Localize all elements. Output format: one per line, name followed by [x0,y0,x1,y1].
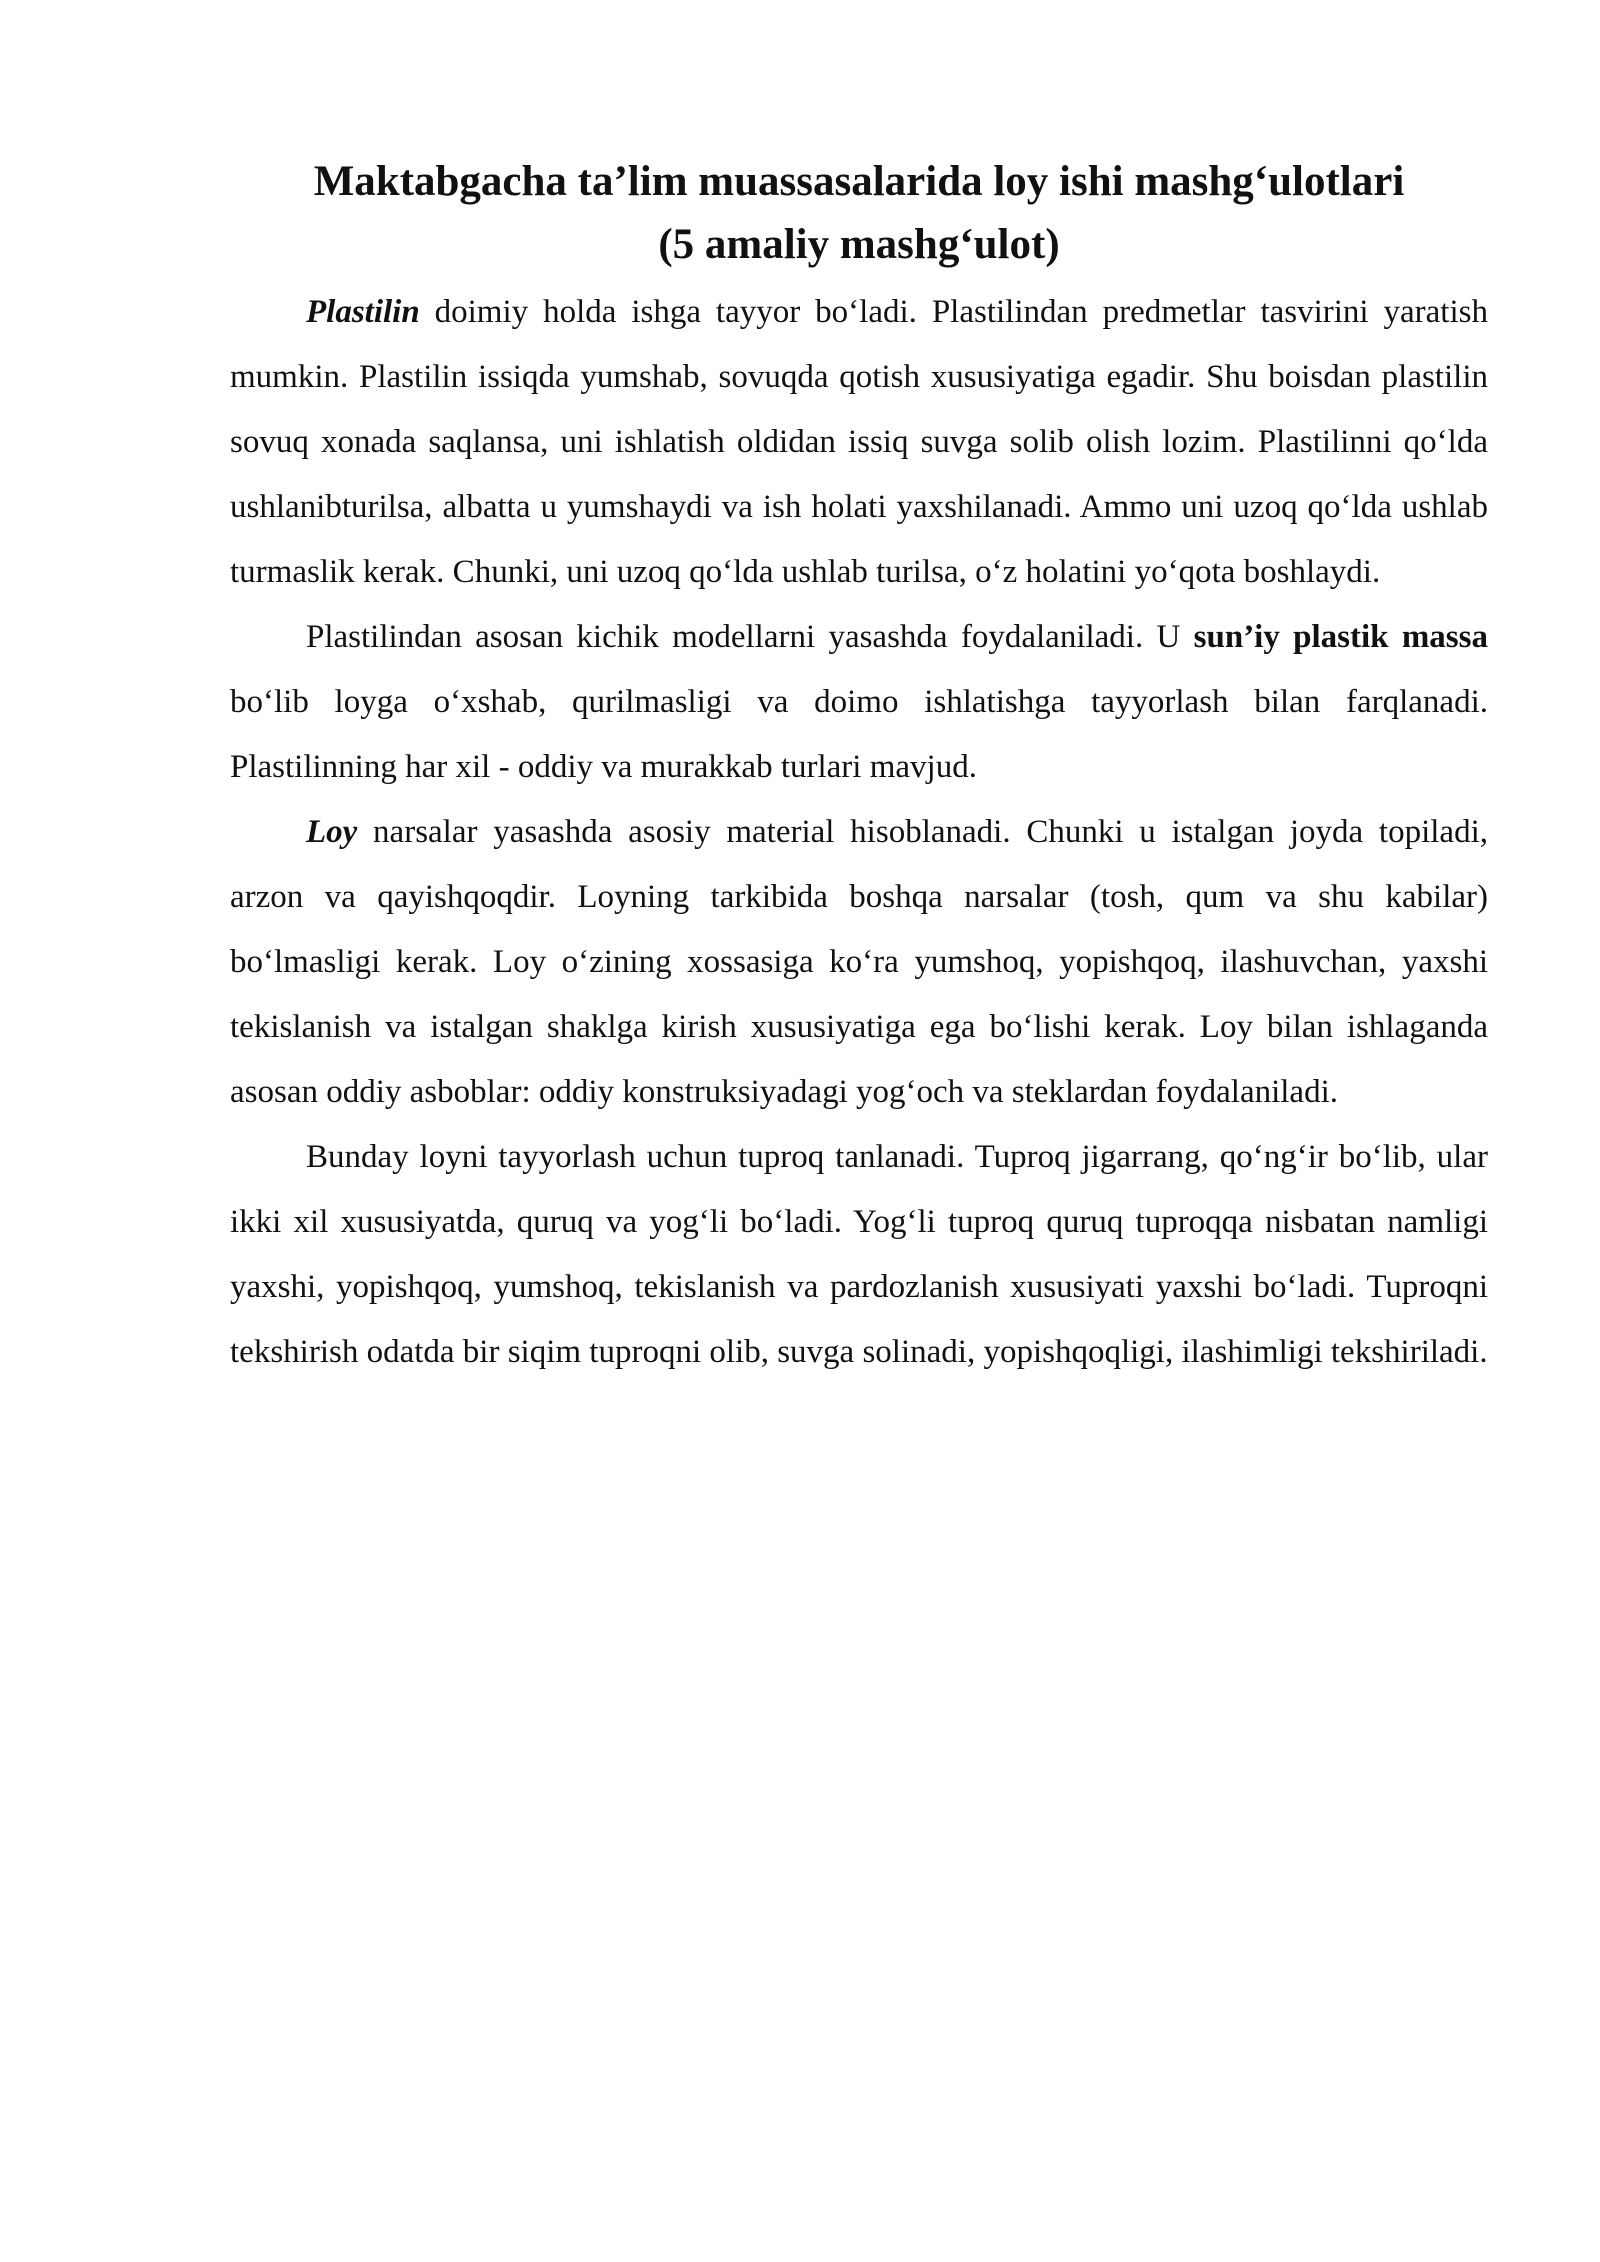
paragraph-text: doimiy holda ishga tayyor bo‘ladi. Plastilindan predmetlar tasvirini yaratish mumkin. Plastilin issiqda yumshab, sovuqda qotish xususiyatiga egadir. Shu boisdan plastilin sovuq xonada saqlansa, uni ishlatish oldidan issiq suvga solib olish lozim. Plastilinni qo‘lda ushlanibturilsa, albatta u yumshaydi va ish holati yaxshilanadi. Ammo uni uzoq qo‘lda ushlab turmaslik kerak. Chunki, uni uzoq qo‘lda ushlab turilsa, o‘z holatini yo‘qota boshlaydi. [230,294,1488,590]
title-line-2: (5 amaliy mashg‘ulot) [658,221,1060,268]
paragraph-loy [230,800,1488,1125]
paragraph-plastilin-models [230,605,1488,800]
document-title [230,150,1488,276]
term-plastilin: Plastilin [306,294,420,330]
paragraph-text: narsalar yasashda asosiy material hisoblanadi. Chunki u istalgan joyda topiladi, arzon va qayishqoqdir. Loyning tarkibida boshqa narsalar (tosh, qum va shu kabilar) bo‘lmasligi kerak. Loy o‘zining xossasiga ko‘ra yumshoq, yopishqoq, ilashuvchan, yaxshi tekislanish va istalgan shaklga kirish xususiyatiga ega bo‘lishi kerak. Loy bilan ishlaganda asosan oddiy asboblar: oddiy konstruksiyadagi yog‘och va steklardan foydalaniladi. [230,814,1488,1110]
term-loy: Loy [306,814,358,850]
paragraph-text: Bunday loyni tayyorlash uchun tuproq tanlanadi. Tuproq jigarrang, qo‘ng‘ir bo‘lib, ular ikki xil xususiyatda, quruq va yog‘li bo‘ladi. Yog‘li tuproq quruq tuproqqa nisbatan namligi yaxshi, yopishqoq, yumshoq, tekislanish va pardozlanish xususiyati yaxshi bo‘ladi. Tuproqni tekshirish odatda bir siqim tuproqni olib, suvga solinadi, yopishqoqligi, ilashimligi tekshiriladi. [230,1139,1488,1370]
paragraph-plastilin [230,280,1488,605]
term-suniy-plastik-massa: sun’iy plastik massa [1193,619,1488,655]
document-page [230,150,1488,1385]
paragraph-text: bo‘lib loyga o‘xshab, qurilmasligi va doimo ishlatishga tayyorlash bilan farqlanadi. Plastilinning har xil - oddiy va murakkab turlari mavjud. [230,684,1488,785]
title-line-1: Maktabgacha ta’lim muassasalarida loy ishi mashg‘ulotlari [313,158,1405,205]
paragraph-tuproq [230,1125,1488,1385]
paragraph-text: Plastilindan asosan kichik modellarni yasashda foydalaniladi. U [306,619,1194,655]
